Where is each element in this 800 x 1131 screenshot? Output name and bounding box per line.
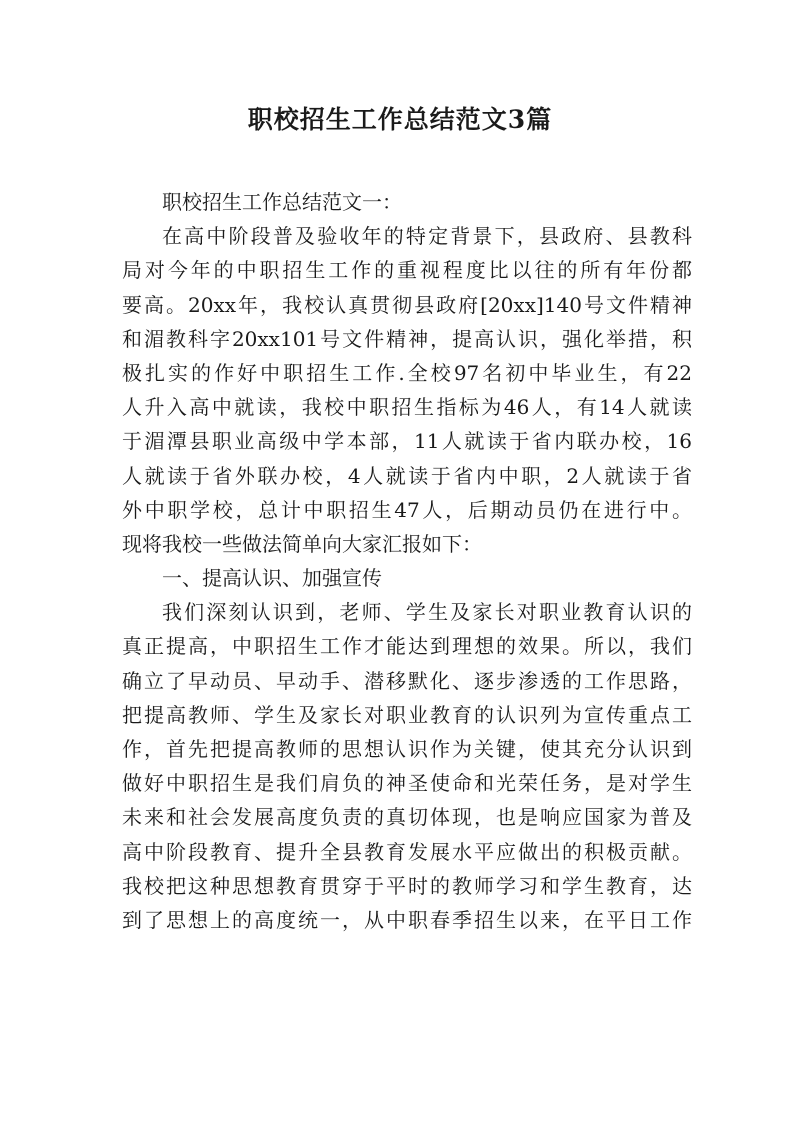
paragraph-line: 要高。20xx年，我校认真贯彻县政府[20xx]140号文件精神	[122, 292, 692, 317]
section-heading: 一、提高认识、加强宣传	[162, 566, 382, 591]
document-body	[122, 185, 692, 937]
paragraph-line: 于湄潭县职业高级中学本部，11人就读于省内联办校，16	[122, 429, 692, 454]
paragraph-line: 我校把这种思想教育贯穿于平时的教师学习和学生教育，达	[122, 873, 692, 898]
paragraph-line: 外中职学校，总计中职招生47人，后期动员仍在进行中。	[122, 497, 692, 522]
paragraph-line: 职校招生工作总结范文一：	[162, 190, 402, 214]
paragraph-line: 局对今年的中职招生工作的重视程度比以往的所有年份都	[122, 258, 692, 283]
paragraph-line: 人就读于省外联办校，4人就读于省内中职，2人就读于省	[122, 463, 692, 488]
paragraph-line: 未来和社会发展高度负责的真切体现，也是响应国家为普及	[122, 805, 692, 830]
paragraph-line: 把提高教师、学生及家长对职业教育的认识列为宣传重点工	[122, 702, 692, 727]
paragraph-line: 现将我校一些做法简单向大家汇报如下：	[122, 531, 482, 556]
paragraph-line: 我们深刻认识到，老师、学生及家长对职业教育认识的	[162, 600, 692, 625]
paragraph-line: 确立了早动员、早动手、潜移默化、逐步渗透的工作思路，	[122, 668, 692, 693]
paragraph-line: 人升入高中就读，我校中职招生指标为46人，有14人就读	[122, 395, 692, 420]
paragraph-line: 作，首先把提高教师的思想认识作为关键，使其充分认识到	[122, 737, 692, 761]
paragraph-line: 和湄教科字20xx101号文件精神，提高认识，强化举措，积	[122, 326, 692, 351]
paragraph-line: 极扎实的作好中职招生工作.全校97名初中毕业生，有22	[122, 360, 692, 385]
paragraph-line: 在高中阶段普及验收年的特定背景下，县政府、县教科	[162, 224, 692, 249]
document-title: 职校招生工作总结范文3篇	[247, 105, 553, 134]
paragraph-line: 做好中职招生是我们肩负的神圣使命和光荣任务，是对学生	[122, 771, 692, 796]
paragraph-line: 到了思想上的高度统一，从中职春季招生以来，在平日工作	[122, 907, 692, 932]
paragraph-line: 高中阶段教育、提升全县教育发展水平应做出的积极贡献。	[122, 839, 692, 864]
paragraph-line: 真正提高，中职招生工作才能达到理想的效果。所以，我们	[122, 634, 692, 659]
